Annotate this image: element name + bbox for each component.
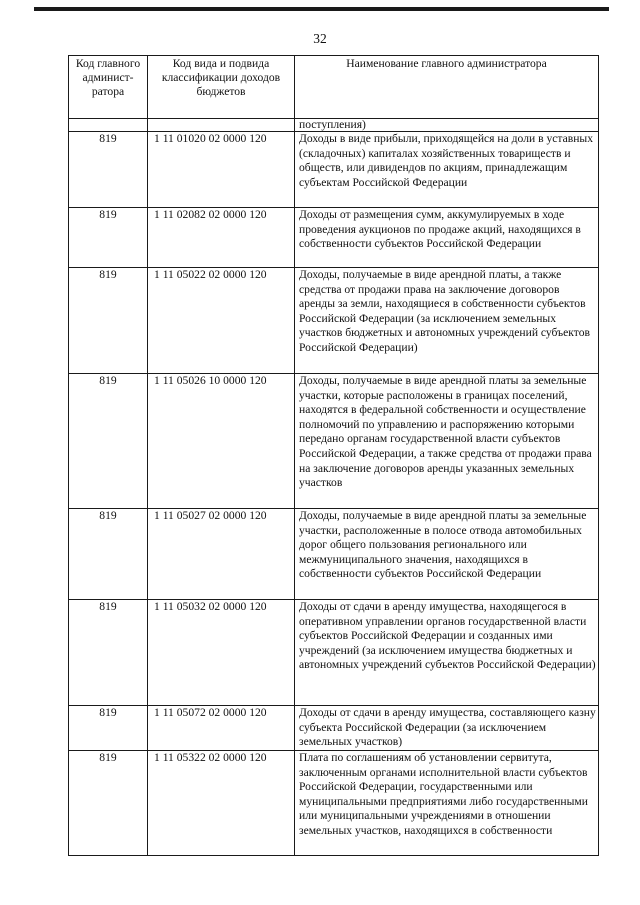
table-row — [69, 751, 599, 856]
row-admin-code: 819 — [69, 706, 148, 751]
row-admin-name: Плата по соглашениям об установлении сервитута, заключенным органами исполнительной власти субъектов Российской Федерации, государственными или муниципальными предприятиями либо государственными или муниципальными учреждениями в отношении земельных участков, находящихся в собственности — [295, 751, 599, 856]
row-classification-code: 1 11 05027 02 0000 120 — [148, 509, 295, 600]
scan-edge-rule — [34, 7, 609, 11]
continuation-text: поступления) — [295, 119, 599, 132]
row-admin-name: Доходы в виде прибыли, приходящейся на доли в уставных (складочных) капиталах хозяйственных товариществ и обществ, или дивидендов по акциям, принадлежащим субъектам Российской Федерации — [295, 132, 599, 208]
row-admin-name: Доходы, получаемые в виде арендной платы за земельные участки, которые расположены в границах поселений, находятся в федеральной собственности и осуществление полномочий по управлению и распоряжению которыми передано органам государственной власти субъектов Российской Федерации, а также средства от продажи права на заключение договоров аренды указанных земельных участков — [295, 374, 599, 509]
row-classification-code: 1 11 05032 02 0000 120 — [148, 600, 295, 706]
row-admin-code: 819 — [69, 509, 148, 600]
row-classification-code: 1 11 05072 02 0000 120 — [148, 706, 295, 751]
table-row — [69, 268, 599, 374]
table-row — [69, 374, 599, 509]
row-classification-code: 1 11 01020 02 0000 120 — [148, 132, 295, 208]
row-classification-code: 1 11 02082 02 0000 120 — [148, 208, 295, 268]
table-row — [69, 132, 599, 208]
row-admin-code: 819 — [69, 132, 148, 208]
row-admin-name: Доходы, получаемые в виде арендной платы за земельные участки, расположенные в полосе отвода автомобильных дорог общего пользования регионального или межмуниципального значения, находящихся в собственности субъектов Российской Федерации — [295, 509, 599, 600]
row-admin-name: Доходы от сдачи в аренду имущества, находящегося в оперативном управлении органов государственной власти субъектов Российской Федерации и созданных ими учреждений (за исключением имущества бюджетных и автономных учреждений субъектов Российской Федерации) — [295, 600, 599, 706]
row-admin-code: 819 — [69, 751, 148, 856]
row-admin-code: 819 — [69, 600, 148, 706]
row-classification-code: 1 11 05322 02 0000 120 — [148, 751, 295, 856]
row-admin-name: Доходы, получаемые в виде арендной платы, а также средства от продажи права на заключение договоров аренды за земли, находящиеся в собственности субъектов Российской Федерации (за исключением земельных участков бюджетных и автономных учреждений субъектов Российской Федерации) — [295, 268, 599, 374]
table-row — [69, 706, 599, 751]
header-admin-name: Наименование главного администратора — [295, 56, 599, 119]
table-row — [69, 208, 599, 268]
table-row — [69, 600, 599, 706]
continuation-row — [69, 119, 599, 132]
row-classification-code: 1 11 05022 02 0000 120 — [148, 268, 295, 374]
table-row — [69, 509, 599, 600]
row-admin-name: Доходы от размещения сумм, аккумулируемых в ходе проведения аукционов по продаже акций, находящихся в собственности субъектов Российской Федерации — [295, 208, 599, 268]
row-classification-code: 1 11 05026 10 0000 120 — [148, 374, 295, 509]
table-header-row — [69, 56, 599, 119]
page-number: 32 — [313, 31, 327, 46]
header-admin-code: Код главного админист-ратора — [69, 56, 148, 119]
header-classification-code: Код вида и подвида классификации доходов бюджетов — [148, 56, 295, 119]
revenue-administrator-table — [68, 55, 599, 856]
row-admin-name: Доходы от сдачи в аренду имущества, составляющего казну субъекта Российской Федерации (за исключением земельных участков) — [295, 706, 599, 751]
row-admin-code: 819 — [69, 208, 148, 268]
row-admin-code: 819 — [69, 374, 148, 509]
row-admin-code: 819 — [69, 268, 148, 374]
